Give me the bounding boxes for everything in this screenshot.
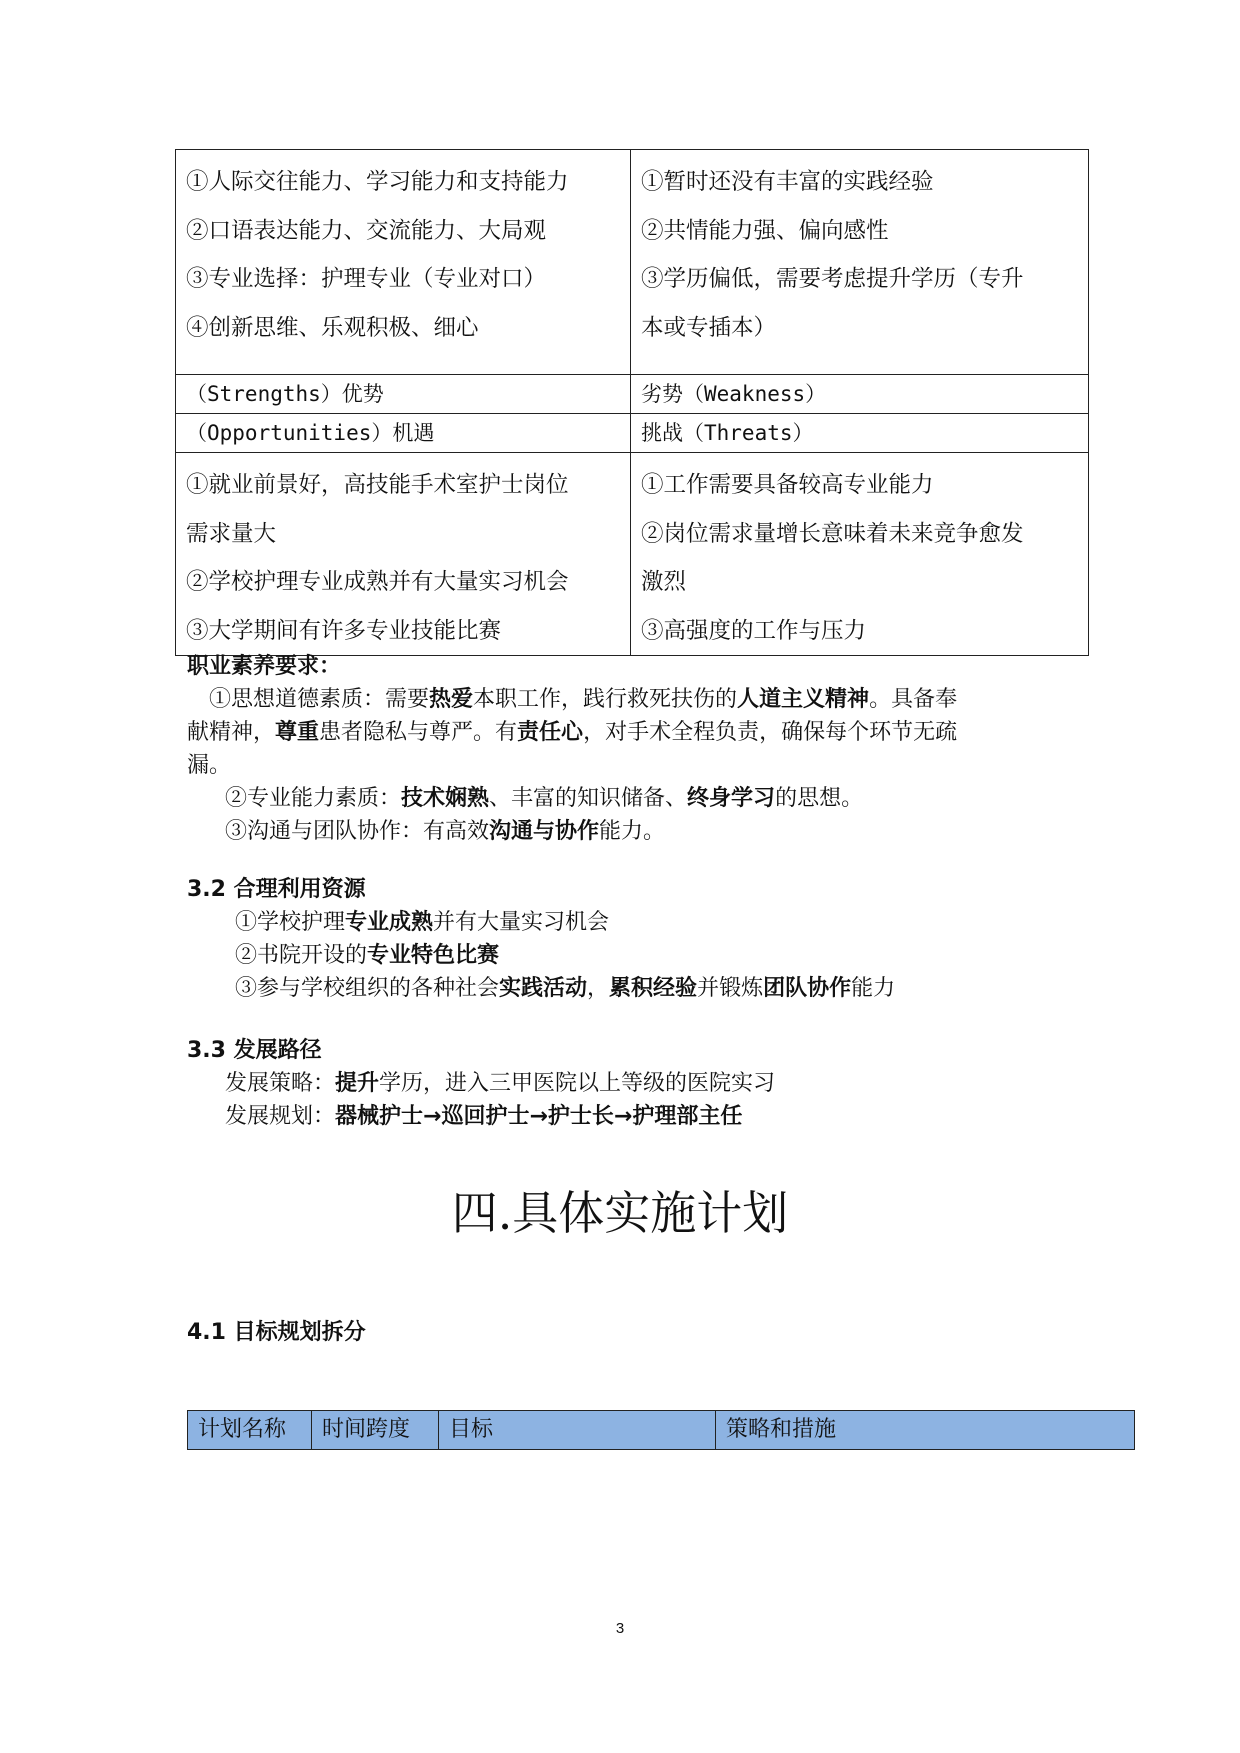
bold-run: 技术娴熟 bbox=[401, 786, 490, 811]
text-run: ③参与学校组织的各种社会 bbox=[235, 976, 500, 1001]
path-strategy bbox=[187, 1067, 1087, 1100]
text-run: ，对手术全程负责，确保每个环节无疏 bbox=[583, 720, 958, 745]
resource-item-1 bbox=[187, 906, 1087, 939]
plan-table-header-row bbox=[188, 1411, 1135, 1450]
plan-header-cell: 计划名称 bbox=[188, 1411, 312, 1450]
opportunities-cell bbox=[176, 453, 631, 656]
chapter-heading: 四.具体实施计划 bbox=[451, 1186, 789, 1240]
text-run: 漏。 bbox=[187, 753, 232, 778]
text-run: 的思想。 bbox=[775, 786, 864, 811]
literacy-paragraph-2 bbox=[187, 782, 1087, 815]
plan-table bbox=[187, 1410, 1135, 1450]
path-title: 3.3 发展路径 bbox=[187, 1038, 322, 1063]
swot-label-row-1 bbox=[176, 375, 1089, 414]
text-run: 。具备奉 bbox=[869, 687, 958, 712]
weakness-item: ①暂时还没有丰富的实践经验 bbox=[641, 169, 934, 195]
weakness-item: ③学历偏低，需要考虑提升学历（专升 bbox=[641, 266, 1024, 292]
text-run: 并有大量实习机会 bbox=[433, 910, 610, 935]
text-run: ①思想道德素质：需要 bbox=[209, 687, 430, 712]
text-run: ②书院开设的 bbox=[235, 943, 368, 968]
bold-run: 专业成熟 bbox=[345, 910, 434, 935]
literacy-title: 职业素养要求： bbox=[187, 654, 342, 679]
threats-cell bbox=[631, 453, 1089, 656]
bold-run: 专业特色比赛 bbox=[367, 943, 500, 968]
bold-run: 累积经验 bbox=[609, 976, 698, 1001]
plan-header-cell: 策略和措施 bbox=[716, 1411, 1135, 1450]
resources-section bbox=[187, 874, 1087, 1005]
section-41-title: 4.1 目标规划拆分 bbox=[187, 1320, 366, 1345]
bold-run: 提升 bbox=[335, 1071, 380, 1096]
text-run: 发展策略： bbox=[225, 1071, 336, 1096]
literacy-paragraph-3 bbox=[187, 815, 1087, 848]
threat-item: ①工作需要具备较高专业能力 bbox=[641, 472, 934, 498]
opportunity-item: ③大学期间有许多专业技能比赛 bbox=[186, 617, 502, 644]
page-number: 3 bbox=[615, 1620, 625, 1637]
bold-run: 实践活动 bbox=[499, 976, 588, 1001]
text-run: ②专业能力素质： bbox=[225, 786, 402, 811]
path-plan bbox=[187, 1100, 1087, 1133]
bold-run: 责任心 bbox=[517, 720, 584, 745]
resource-item-3 bbox=[187, 972, 1087, 1005]
strengths-cell bbox=[176, 150, 631, 375]
opportunities-label: （Opportunities）机遇 bbox=[176, 414, 631, 453]
swot-content-row-1 bbox=[176, 150, 1089, 375]
text-run: 、丰富的知识储备、 bbox=[489, 786, 688, 811]
text-run: 献精神， bbox=[187, 720, 276, 745]
bold-run: 器械护士→巡回护士→护士长→护理部主任 bbox=[335, 1104, 743, 1129]
literacy-section bbox=[187, 651, 1087, 848]
bold-run: 团队协作 bbox=[763, 976, 852, 1001]
text-run: ①学校护理 bbox=[235, 910, 346, 935]
path-section bbox=[187, 1035, 1087, 1133]
text-run: 发展规划： bbox=[225, 1104, 336, 1129]
strengths-label: （Strengths）优势 bbox=[176, 375, 631, 414]
text-run: 学历，进入三甲医院以上等级的医院实习 bbox=[379, 1071, 776, 1096]
text-run: ， bbox=[587, 976, 610, 1001]
threat-item: ③高强度的工作与压力 bbox=[641, 617, 867, 644]
text-run: 患者隐私与尊严。有 bbox=[319, 720, 518, 745]
strength-item: ②口语表达能力、交流能力、大局观 bbox=[186, 217, 547, 244]
text-run: 能力 bbox=[851, 976, 896, 1001]
opportunity-item: 需求量大 bbox=[186, 520, 277, 547]
opportunity-item: ①就业前景好，高技能手术室护士岗位 bbox=[186, 472, 569, 498]
section-41 bbox=[187, 1317, 1087, 1349]
weakness-label: 劣势（Weakness） bbox=[631, 375, 1089, 414]
bold-run: 人道主义精神 bbox=[737, 687, 870, 712]
threat-item: 激烈 bbox=[641, 569, 687, 595]
resources-title: 3.2 合理利用资源 bbox=[187, 877, 366, 902]
weakness-item: ②共情能力强、偏向感性 bbox=[641, 217, 889, 244]
text-run: 本职工作，践行救死扶伤的 bbox=[473, 687, 738, 712]
bold-run: 尊重 bbox=[275, 720, 320, 745]
text-run: ③沟通与团队协作：有高效 bbox=[225, 819, 490, 844]
strength-item: ①人际交往能力、学习能力和支持能力 bbox=[186, 169, 569, 195]
weakness-cell bbox=[631, 150, 1089, 375]
weakness-item: 本或专插本） bbox=[641, 314, 777, 341]
threats-label: 挑战（Threats） bbox=[631, 414, 1089, 453]
threat-item: ②岗位需求量增长意味着未来竞争愈发 bbox=[641, 520, 1024, 547]
bold-run: 沟通与协作 bbox=[489, 819, 600, 844]
swot-content-row-2 bbox=[176, 453, 1089, 656]
plan-header-cell: 时间跨度 bbox=[312, 1411, 439, 1450]
bold-run: 热爱 bbox=[429, 687, 474, 712]
text-run: 并锻炼 bbox=[697, 976, 764, 1001]
strength-item: ③专业选择：护理专业（专业对口） bbox=[186, 266, 547, 292]
swot-label-row-2 bbox=[176, 414, 1089, 453]
resource-item-2 bbox=[187, 939, 1087, 972]
plan-header-cell: 目标 bbox=[439, 1411, 716, 1450]
literacy-paragraph-1 bbox=[187, 683, 1087, 782]
opportunity-item: ②学校护理专业成熟并有大量实习机会 bbox=[186, 569, 569, 595]
swot-table bbox=[175, 149, 1089, 656]
strength-item: ④创新思维、乐观积极、细心 bbox=[186, 314, 479, 341]
bold-run: 终身学习 bbox=[687, 786, 776, 811]
text-run: 能力。 bbox=[599, 819, 666, 844]
